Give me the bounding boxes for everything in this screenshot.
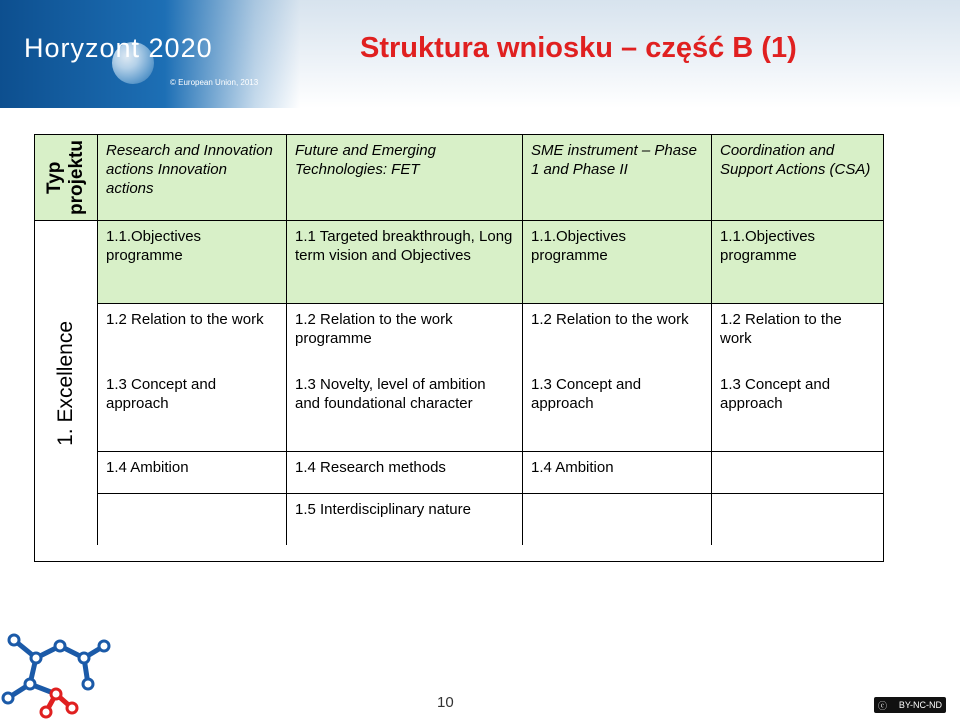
concept-sme: 1.3 Concept and approach — [523, 369, 712, 452]
concept-ria: 1.3 Concept and approach — [98, 369, 287, 452]
cc-license-label: BY-NC-ND — [898, 700, 942, 710]
interdisciplinary-fet: 1.5 Interdisciplinary nature — [287, 494, 523, 545]
ambition-csa — [712, 452, 883, 494]
structure-table — [34, 134, 884, 562]
horizon-2020-logo: Horyzont 2020 — [24, 33, 213, 63]
relation-sme: 1.2 Relation to the work — [523, 304, 712, 369]
page-number: 10 — [437, 694, 454, 711]
empty-csa — [712, 494, 883, 545]
cc-icon: ⓒ — [878, 700, 888, 711]
ambition-fet: 1.4 Research methods — [287, 452, 523, 494]
type-sme: SME instrument – Phase 1 and Phase II — [523, 135, 712, 221]
page-title: Struktura wniosku – część B (1) — [360, 32, 797, 64]
objectives-csa: 1.1.Objectives programme — [712, 221, 883, 304]
empty-ria — [98, 494, 287, 545]
empty-sme — [523, 494, 712, 545]
concept-csa: 1.3 Concept and approach — [712, 369, 883, 452]
type-csa: Coordination and Support Actions (CSA) — [712, 135, 883, 221]
objectives-ria: 1.1.Objectives programme — [98, 221, 287, 304]
concept-fet: 1.3 Novelty, level of ambition and foundational character — [287, 369, 523, 452]
logo-band — [0, 0, 300, 108]
relation-fet: 1.2 Relation to the work programme — [287, 304, 523, 369]
logo-copyright: © European Union, 2013 — [170, 78, 259, 87]
relation-csa: 1.2 Relation to the work — [712, 304, 883, 369]
typ-projektu-label: Typ projektu — [44, 140, 87, 215]
excellence-label: 1. Excellence — [54, 320, 77, 446]
type-ria: Research and Innovation actions Innovation actions — [98, 135, 287, 221]
header-band — [0, 0, 960, 108]
ambition-ria: 1.4 Ambition — [98, 452, 287, 494]
cc-license-badge — [874, 697, 946, 713]
excellence-cell — [35, 221, 98, 545]
molecule-decoration-icon — [0, 628, 120, 720]
typ-projektu-cell — [35, 135, 98, 221]
relation-ria: 1.2 Relation to the work — [98, 304, 287, 369]
type-fet: Future and Emerging Technologies: FET — [287, 135, 523, 221]
ambition-sme: 1.4 Ambition — [523, 452, 712, 494]
objectives-sme: 1.1.Objectives programme — [523, 221, 712, 304]
objectives-fet: 1.1 Targeted breakthrough, Long term vision and Objectives — [287, 221, 523, 304]
